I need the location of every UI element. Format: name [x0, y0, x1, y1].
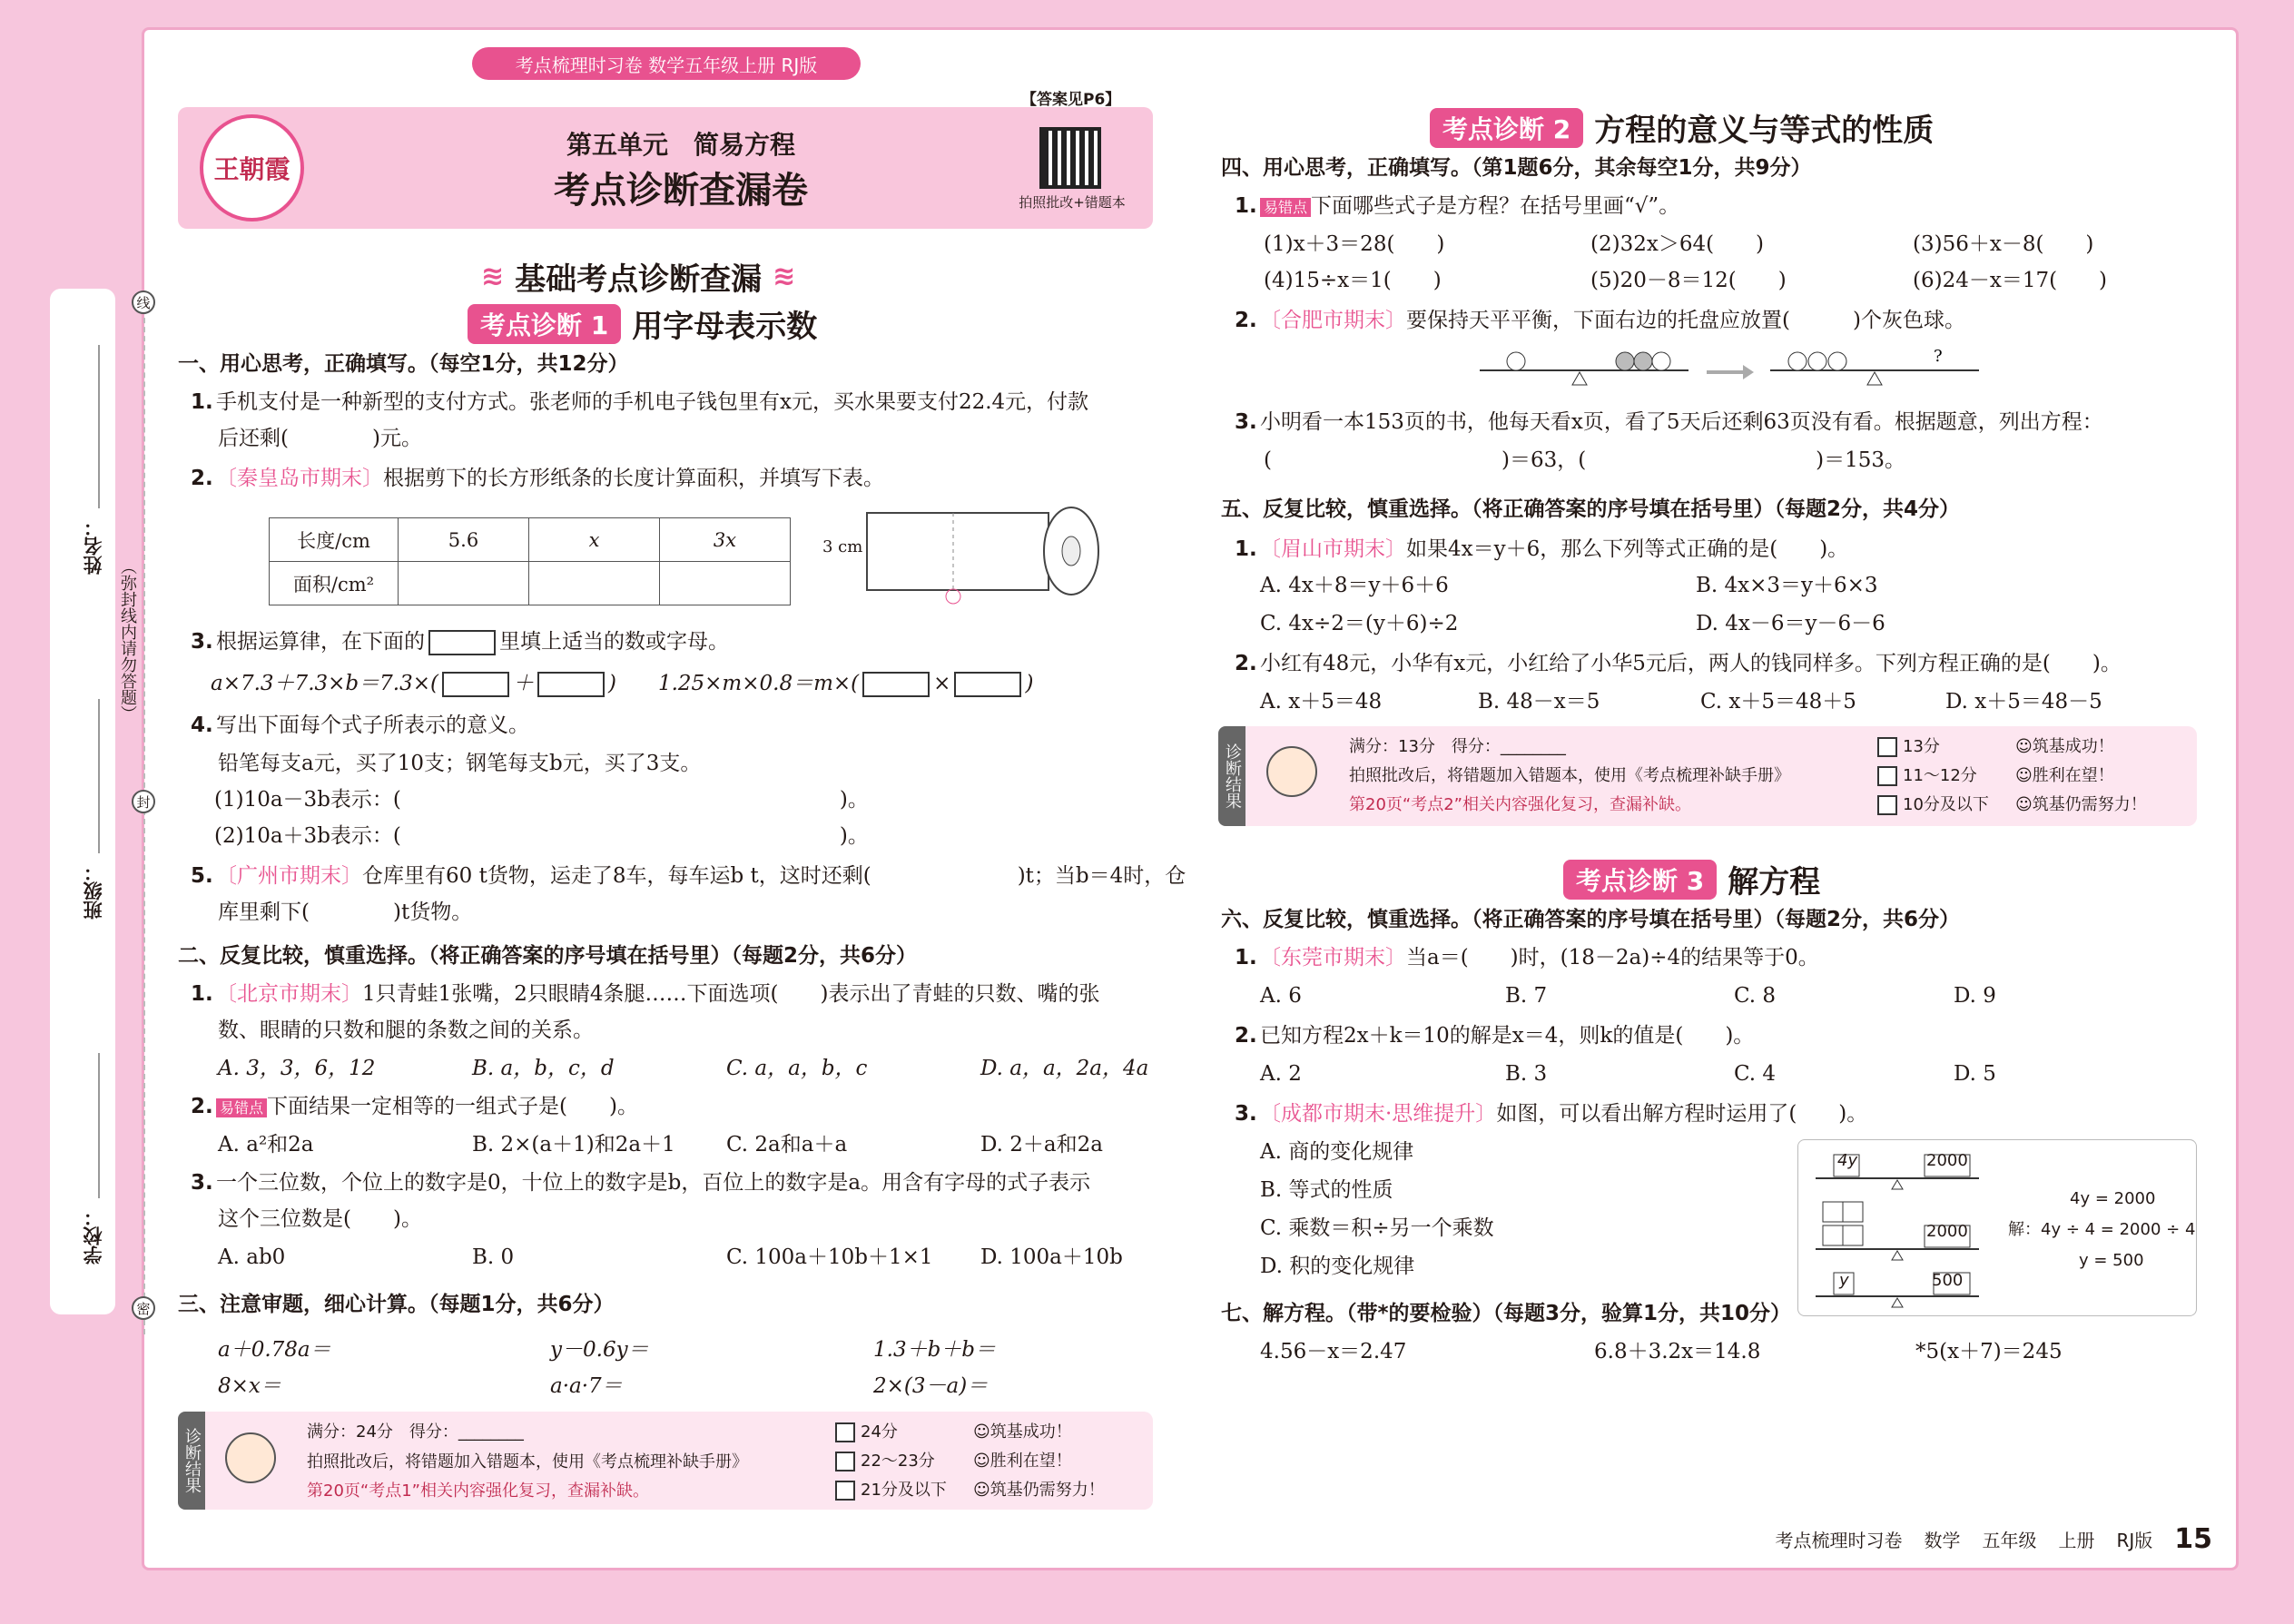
checkbox[interactable] — [835, 1422, 855, 1442]
page-footer: 考点梳理时习卷 数学 五年级 上册 RJ版 15 — [1775, 1523, 2212, 1555]
section-3-heading: 三、注意审题，细心计算。（每题1分，共6分） — [178, 1293, 615, 1316]
answer-reference: 【答案见P6】 — [1021, 91, 1121, 109]
score-option-1[interactable]: 13分 — [1877, 735, 1940, 759]
choice-5-1-opts-b: C. 4x÷2＝(y＋6)÷2 D. 4x－6＝y－6－6 — [1260, 612, 1885, 635]
solve-eq-1: 4.56－x＝2.47 — [1260, 1340, 1407, 1363]
score-option-2[interactable]: 22～23分 — [835, 1450, 935, 1473]
wave-icon: ≋ — [481, 261, 505, 292]
eq-question-2: 2. 〔合肥市期末〕要保持天平平衡，下面右边的托盘应放置( )个灰色球。 — [1235, 309, 1965, 332]
result-1: ☺筑基成功！ — [973, 1422, 1072, 1442]
question-2: 2. 〔秦皇岛市期末〕根据剪下的长方形纸条的长度计算面积，并填写下表。 — [191, 467, 884, 490]
eq-question-3-cont: ( )＝63，( )＝153。 — [1264, 448, 1906, 472]
question-4-context: 铅笔每支a元，买了10支；钢笔每支b元，买了3支。 — [218, 752, 702, 775]
solve-eq-3: *5(x＋7)＝245 — [1915, 1340, 2063, 1363]
main-section-heading: ≋ 基础考点诊断查漏 ≋ — [481, 261, 796, 298]
question-4: 4. 写出下面每个式子所表示的意义。 — [191, 714, 529, 737]
answer-box[interactable] — [954, 672, 1021, 697]
choice-3-cont: 这个三位数是( )。 — [218, 1207, 422, 1231]
score-option-2[interactable]: 11～12分 — [1877, 764, 1977, 788]
fig-2000-top: 2000 — [1926, 1151, 1968, 1170]
smile-icon: ☺ — [2015, 737, 2033, 756]
top-banner: 考点梳理时习卷 数学五年级上册 RJ版 — [472, 47, 861, 80]
solve-choice-3-opt-a: A. 商的变化规律 — [1260, 1140, 1414, 1164]
question-4-2: (2)10a＋3b表示：( )。 — [214, 824, 869, 848]
answer-cell[interactable] — [660, 562, 791, 605]
question-5: 5. 〔广州市期末〕仓库里有60 t货物，运走了8车，每车运b t，这时还剩( )t；当b＝4时，仓 — [191, 864, 1186, 888]
smile-icon: ☺ — [973, 1481, 990, 1500]
result-3: ☺筑基仍需努力！ — [973, 1481, 1105, 1500]
section-4-heading: 四、用心思考，正确填写。（第1题6分，其余每空1分，共9分） — [1221, 156, 1812, 180]
page-number: 15 — [2174, 1523, 2212, 1555]
result-1: ☺筑基成功！ — [2015, 737, 2114, 756]
smile-icon: ☺ — [2015, 795, 2033, 814]
strip-width-label: 3 cm — [822, 537, 863, 556]
checkbox[interactable] — [835, 1452, 855, 1471]
question-4-1: (1)10a－3b表示：( )。 — [214, 788, 869, 812]
answer-cell[interactable] — [529, 562, 660, 605]
seal-mark-line: 线 — [132, 290, 155, 314]
choice-2: 2. 易错点 下面结果一定相等的一组式子是( )。 — [191, 1095, 638, 1118]
result-2: ☺胜利在望！ — [973, 1452, 1072, 1471]
checkbox[interactable] — [835, 1481, 855, 1501]
calc-3: 1.3＋b＋b＝ — [873, 1338, 997, 1362]
question-3-eq: a×7.3＋7.3×b＝7.3×( ＋ ) 1.25×m×0.8＝m×( × ) — [211, 672, 1034, 695]
school-label: 学校： — [83, 1207, 104, 1265]
answer-cell[interactable] — [399, 562, 529, 605]
review-instr-2: 第20页“考点1”相关内容强化复习，查漏补缺。 — [307, 1481, 650, 1501]
choice-3-options: A. ab0 B. 0 C. 100a＋10b＋1×1 D. 100a＋10b — [218, 1245, 1123, 1269]
choice-5-1: 1. 〔眉山市期末〕如果4x＝y＋6，那么下列等式正确的是( )。 — [1235, 537, 1849, 561]
student-avatar-icon — [225, 1432, 276, 1483]
choice-5-1-opts-a: A. 4x＋8＝y＋6＋6 B. 4x×3＝y＋6×3 — [1260, 574, 1878, 597]
diagnosis-label: 诊断结果 — [1218, 726, 1245, 826]
score-option-3[interactable]: 21分及以下 — [835, 1479, 947, 1502]
question-3: 3. 根据运算律，在下面的 里填上适当的数或字母。 — [191, 630, 729, 654]
diagnosis-label: 诊断结果 — [178, 1412, 205, 1510]
unit-title: 第五单元 简易方程 — [566, 130, 795, 160]
area-table: 长度/cm 5.6 x 3x 面积/cm² — [269, 517, 791, 605]
section-1-heading: 一、用心思考，正确填写。（每空1分，共12分） — [178, 352, 629, 376]
section-2-heading: 二、反复比较，慎重选择。（将正确答案的序号填在括号里）（每题2分，共6分） — [178, 944, 918, 968]
choice-1-options: A. 3，3，6，12 B. a，b，c，d C. a，a，b，c D. a，a，2a，4a — [218, 1057, 1149, 1080]
fig-eq-1: 4y = 2000 — [2070, 1189, 2156, 1208]
fig-4y: 4y — [1837, 1151, 1858, 1170]
fig-eq-3: y = 500 — [2079, 1251, 2144, 1270]
seal-mark-mi: 密 — [132, 1296, 155, 1320]
review-instr: 拍照批改后，将错题加入错题本，使用《考点梳理补缺手册》 — [1349, 766, 1790, 785]
section-7-heading: 七、解方程。（带*的要检验）（每题3分，验算1分，共10分） — [1221, 1302, 1792, 1325]
choice-1: 1. 〔北京市期末〕1只青蛙1张嘴，2只眼睛4条腿……下面选项( )表示出了青蛙的只数、嘴的张 — [191, 982, 1100, 1006]
choice-3: 3. 一个三位数，个位上的数字是0，十位上的数字是b，百位上的数字是a。用含有字母的式子表示 — [191, 1171, 1091, 1195]
name-label: 姓名： — [83, 517, 104, 575]
paper-roll-figure — [862, 504, 1108, 613]
choice-2-options: A. a²和2a B. 2×(a＋1)和2a＋1 C. 2a和a＋a D. 2＋a和2a — [218, 1133, 1103, 1156]
checkbox[interactable] — [1877, 766, 1897, 786]
solve-choice-2: 2. 已知方程2x＋k＝10的解是x＝4，则k的值是( )。 — [1235, 1024, 1755, 1048]
review-instr-2: 第20页“考点2”相关内容强化复习，查漏补缺。 — [1349, 795, 1692, 814]
solve-choice-2-opts: A. 2 B. 3 C. 4 D. 5 — [1260, 1062, 1996, 1086]
solve-choice-1: 1. 〔东莞市期末〕当a＝( )时，(18－2a)÷4的结果等于0。 — [1235, 946, 1819, 969]
choice-5-2: 2. 小红有48元，小华有x元，小红给了小华5元后，两人的钱同样多。下列方程正确的是( )。 — [1235, 652, 2122, 675]
checkbox[interactable] — [1877, 737, 1897, 757]
qr-code-icon[interactable] — [1039, 127, 1101, 189]
calc-2: y－0.6y＝ — [550, 1338, 649, 1362]
calc-1: a＋0.78a＝ — [218, 1338, 331, 1362]
solve-eq-2: 6.8＋3.2x＝14.8 — [1594, 1340, 1761, 1363]
seal-note: （弥封线内请勿答题） — [118, 558, 137, 722]
solve-choice-3-opt-d: D. 积的变化规律 — [1260, 1255, 1415, 1278]
paper-title: 考点诊断查漏卷 — [554, 170, 808, 212]
calc-4: 8×x＝ — [218, 1374, 281, 1398]
seal-mark-feng: 封 — [132, 790, 155, 813]
student-info-strip — [50, 289, 115, 1314]
svg-text:?: ? — [1934, 347, 1943, 366]
smile-icon: ☺ — [973, 1422, 990, 1442]
fig-2000-mid: 2000 — [1926, 1222, 1968, 1241]
diagnosis-2-heading: 考点诊断 2 方程的意义与等式的性质 — [1430, 105, 1934, 150]
checkbox[interactable] — [1877, 795, 1897, 815]
score-option-1[interactable]: 24分 — [835, 1421, 898, 1444]
brand-logo: 王朝霞 — [200, 114, 304, 221]
choice-5-2-opts: A. x＋5＝48 B. 48－x＝5 C. x＋5＝48＋5 D. x＋5＝48－5 — [1260, 690, 2102, 714]
choice-1-cont: 数、眼睛的只数和腿的条数之间的关系。 — [218, 1019, 594, 1042]
score-option-3[interactable]: 10分及以下 — [1877, 793, 1989, 817]
name-line[interactable] — [98, 345, 100, 508]
smile-icon: ☺ — [2015, 766, 2033, 785]
eq-question-1: 1. 易错点 下面哪些式子是方程？在括号里画“√”。 — [1235, 194, 1680, 218]
school-line[interactable] — [98, 1053, 100, 1198]
section-5-heading: 五、反复比较，慎重选择。（将正确答案的序号填在括号里）（每题2分，共4分） — [1221, 497, 1961, 521]
calc-6: 2×(3－a)＝ — [873, 1374, 989, 1398]
question-5-cont: 库里剩下( )t货物。 — [218, 901, 473, 924]
solve-choice-1-opts: A. 6 B. 7 C. 8 D. 9 — [1260, 984, 1996, 1008]
balance-figure — [1471, 343, 1988, 407]
diagnosis-3-heading: 考点诊断 3 解方程 — [1563, 857, 1820, 901]
fig-eq-2: 解：4y ÷ 4 = 2000 ÷ 4 — [2008, 1220, 2196, 1239]
answer-box[interactable] — [537, 672, 605, 697]
fig-y: y — [1839, 1271, 1849, 1290]
wave-icon: ≋ — [773, 261, 796, 292]
eq-options-row-2: (4)15÷x＝1( ) (5)20－8＝12( ) (6)24－x＝17( ) — [1264, 269, 2108, 292]
result-2: ☺胜利在望！ — [2015, 766, 2114, 785]
calc-5: a·a·7＝ — [550, 1374, 623, 1398]
fig-500: 500 — [1932, 1271, 1964, 1290]
result-3: ☺筑基仍需努力！ — [2015, 795, 2147, 814]
solve-choice-3: 3. 〔成都市期末·思维提升〕如图，可以看出解方程时运用了( )。 — [1235, 1102, 1868, 1126]
class-line[interactable] — [98, 699, 100, 853]
smile-icon: ☺ — [973, 1452, 990, 1471]
score-line: 满分：24分 得分：________ — [307, 1422, 524, 1442]
qr-caption: 拍照批改+错题本 — [1019, 194, 1126, 211]
score-line: 满分：13分 得分：________ — [1349, 737, 1566, 756]
question-1-cont: 后还剩( )元。 — [218, 427, 422, 450]
eq-options-row-1: (1)x＋3＝28( ) (2)32x＞64( ) (3)56＋x－8( ) — [1264, 232, 2094, 256]
answer-box[interactable] — [442, 672, 509, 697]
eq-question-3: 3. 小明看一本153页的书，他每天看x页，看了5天后还剩63页没有看。根据题意，列出方程： — [1235, 410, 2103, 434]
review-instr: 拍照批改后，将错题加入错题本，使用《考点梳理补缺手册》 — [307, 1452, 748, 1471]
diagnosis-1-heading: 考点诊断 1 用字母表示数 — [468, 301, 817, 346]
section-6-heading: 六、反复比较，慎重选择。（将正确答案的序号填在括号里）（每题2分，共6分） — [1221, 908, 1961, 931]
question-1: 1. 手机支付是一种新型的支付方式。张老师的手机电子钱包里有x元，买水果要支付22.4元，付款 — [191, 390, 1089, 414]
solve-choice-3-opt-c: C. 乘数＝积÷另一个乘数 — [1260, 1216, 1494, 1240]
class-label: 班级： — [83, 862, 104, 920]
answer-box — [428, 630, 496, 655]
solve-choice-3-opt-b: B. 等式的性质 — [1260, 1178, 1393, 1202]
student-avatar-icon — [1266, 746, 1317, 797]
answer-box[interactable] — [862, 672, 930, 697]
